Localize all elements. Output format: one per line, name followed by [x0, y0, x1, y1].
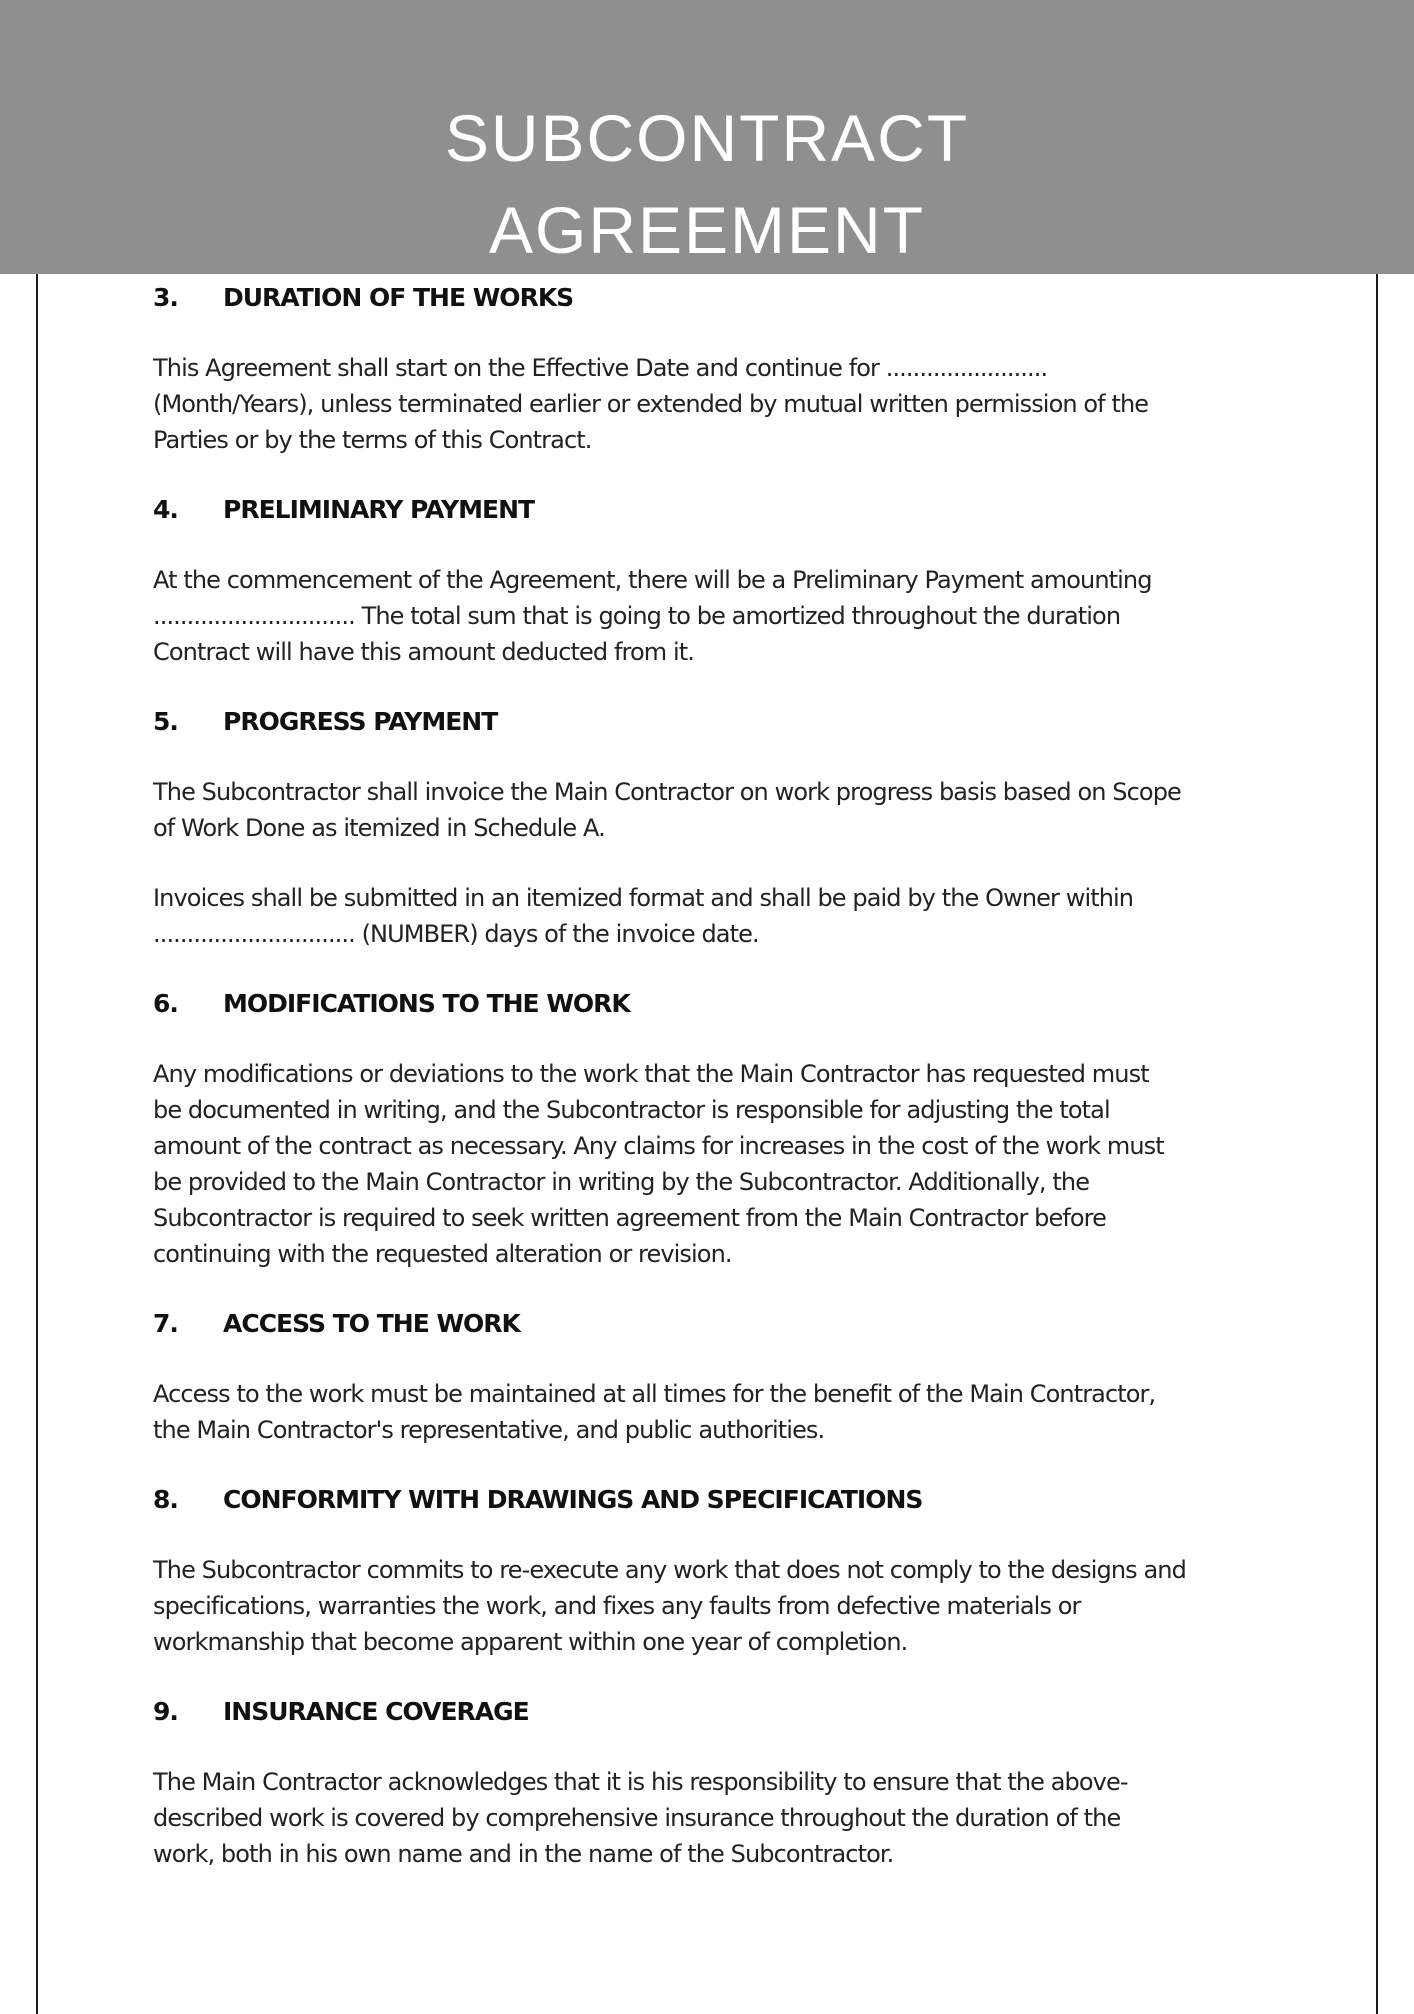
- section-access: [153, 1306, 1261, 1448]
- section-title: ACCESS TO THE WORK: [223, 1309, 520, 1338]
- section-number: 9.: [153, 1697, 178, 1726]
- section-paragraph: The Main Contractor acknowledges that it is his responsibility to ensure that the above- described work is covered by comprehensive insurance throughout the duration of the work, both in his own name and in the name of the Subcontractor.: [153, 1768, 1128, 1868]
- section-number: 4.: [153, 495, 178, 524]
- section-paragraph: The Subcontractor shall invoice the Main Contractor on work progress basis based on Scope of Work Done as itemized in Schedule A.: [153, 778, 1181, 842]
- section-paragraph: This Agreement shall start on the Effective Date and continue for ........................ (Month/Years), unless terminated earlier or extended by mutual written permission of the Parties or by the terms of this Contract.: [153, 354, 1149, 454]
- section-heading: [153, 986, 1261, 1022]
- section-number: 5.: [153, 707, 178, 736]
- section-title: MODIFICATIONS TO THE WORK: [223, 989, 630, 1018]
- section-preliminary-payment: [153, 492, 1261, 670]
- section-heading: [153, 1482, 1261, 1518]
- section-paragraph: The Subcontractor commits to re-execute any work that does not comply to the designs and specifications, warranties the work, and fixes any faults from defective materials or workmanship that become apparent within one year of completion.: [153, 1556, 1186, 1656]
- section-insurance: [153, 1694, 1261, 1872]
- title-line-1: SUBCONTRACT: [444, 101, 970, 176]
- section-number: 6.: [153, 989, 178, 1018]
- section-paragraph: At the commencement of the Agreement, there will be a Preliminary Payment amounting .............................. The total sum that is going to be amortized throughout the duration Contract will have this amount deducted from it.: [153, 566, 1152, 666]
- section-heading: [153, 1694, 1261, 1730]
- section-paragraph: Any modifications or deviations to the work that the Main Contractor has requested must be documented in writing, and the Subcontractor is responsible for adjusting the total amount of the contract as necessary. Any claims for increases in the cost of the work must be provided to the Main Contractor in writing by the Subcontractor. Additionally, the Subcontractor is required to seek written agreement from the Main Contractor before continuing with the requested alteration or revision.: [153, 1060, 1164, 1268]
- section-progress-payment: [153, 704, 1261, 952]
- section-paragraph: Access to the work must be maintained at all times for the benefit of the Main Contractor, the Main Contractor's representative, and public authorities.: [153, 1380, 1156, 1444]
- section-title: CONFORMITY WITH DRAWINGS AND SPECIFICATIONS: [223, 1485, 923, 1514]
- section-title: PRELIMINARY PAYMENT: [223, 495, 535, 524]
- section-title: DURATION OF THE WORKS: [223, 283, 574, 312]
- section-title: INSURANCE COVERAGE: [223, 1697, 529, 1726]
- section-heading: [153, 1306, 1261, 1342]
- section-heading: [153, 280, 1261, 316]
- document-title: [0, 92, 1414, 276]
- section-number: 7.: [153, 1309, 178, 1338]
- section-number: 3.: [153, 283, 178, 312]
- section-duration: [153, 280, 1261, 458]
- section-number: 8.: [153, 1485, 178, 1514]
- section-conformity: [153, 1482, 1261, 1660]
- section-heading: [153, 492, 1261, 528]
- document-body: [153, 280, 1261, 1906]
- title-line-2: AGREEMENT: [488, 193, 926, 268]
- section-paragraph: Invoices shall be submitted in an itemized format and shall be paid by the Owner within .............................. (NUMBER) days of the invoice date.: [153, 884, 1134, 948]
- section-heading: [153, 704, 1261, 740]
- title-banner: [0, 0, 1414, 274]
- section-title: PROGRESS PAYMENT: [223, 707, 498, 736]
- section-modifications: [153, 986, 1261, 1272]
